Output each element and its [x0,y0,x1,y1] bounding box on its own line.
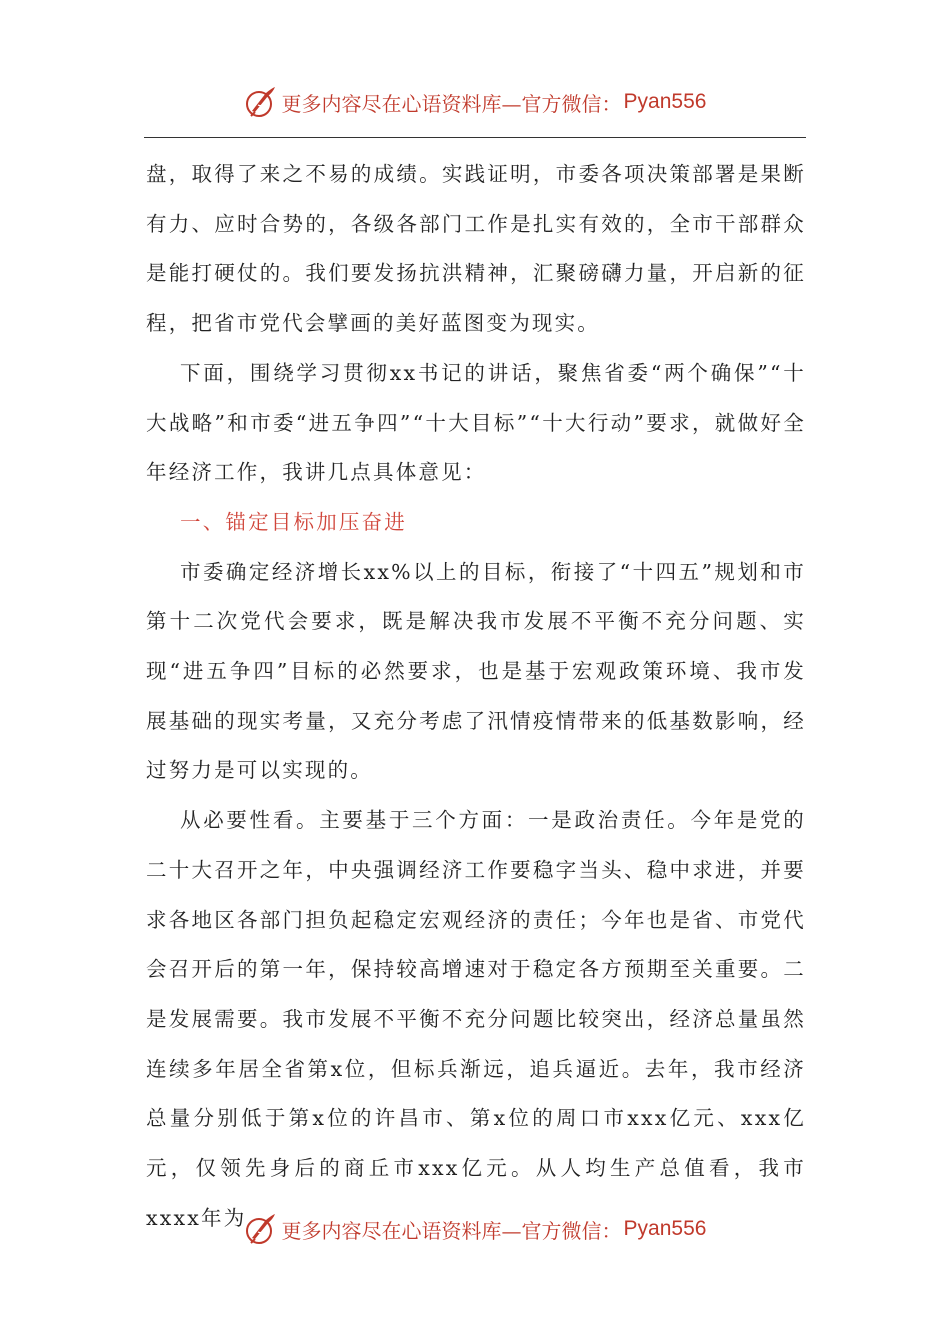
footer-banner-text: 更多内容尽在心语资料库—官方微信： [281,1218,622,1243]
quill-pen-logo-icon [244,85,278,119]
header-banner-text: 更多内容尽在心语资料库—官方微信： [281,91,622,116]
footer-banner [0,1209,950,1249]
paragraph-4: 从必要性看。主要基于三个方面：一是政治责任。今年是党的二十大召开之年，中央强调经济工作要稳字当头、稳中求进，并要求各地区各部门担负起稳定宏观经济的责任；今年也是省、市党代会召开后的第一年，保持较高增速对于稳定各方预期至关重要。二是发展需要。我市发展不平衡不充分问题比较突出，经济总量虽然连续多年居全省第x位，但标兵渐远，追兵逼近。去年，我市经济总量分别低于第x位的许昌市、第x位的周口市xxx亿元、xxx亿元，仅领先身后的商丘市xxx亿元。从人均生产总值看，我市xxxx年为 [146,808,806,1230]
quill-pen-logo-icon [244,1212,278,1246]
footer-banner-handle: Pyan556 [623,1217,707,1240]
header-divider [144,137,806,138]
header-banner-handle: Pyan556 [623,90,707,113]
paragraph-1: 盘，取得了来之不易的成绩。实践证明，市委各项决策部署是果断有力、应时合势的，各级各部门工作是扎实有效的，全市干部群众是能打硬仗的。我们要发扬抗洪精神，汇聚磅礴力量，开启新的征程，把省市党代会擘画的美好蓝图变为现实。 [146,162,806,336]
header-banner [0,82,950,122]
paragraph-3: 市委确定经济增长xx%以上的目标，衔接了“十四五”规划和市第十二次党代会要求，既是解决我市发展不平衡不充分问题、实现“进五争四”目标的必然要求，也是基于宏观政策环境、我市发展基础的现实考量，又充分考虑了汛情疫情带来的低基数影响，经过努力是可以实现的。 [146,559,806,783]
section-heading-1: 一、锚定目标加压奋进 [180,509,407,534]
document-body [146,150,806,1243]
paragraph-2: 下面，围绕学习贯彻xx书记的讲话，聚焦省委“两个确保”“十大战略”和市委“进五争四”“十大目标”“十大行动”要求，就做好全年经济工作，我讲几点具体意见： [146,360,806,485]
